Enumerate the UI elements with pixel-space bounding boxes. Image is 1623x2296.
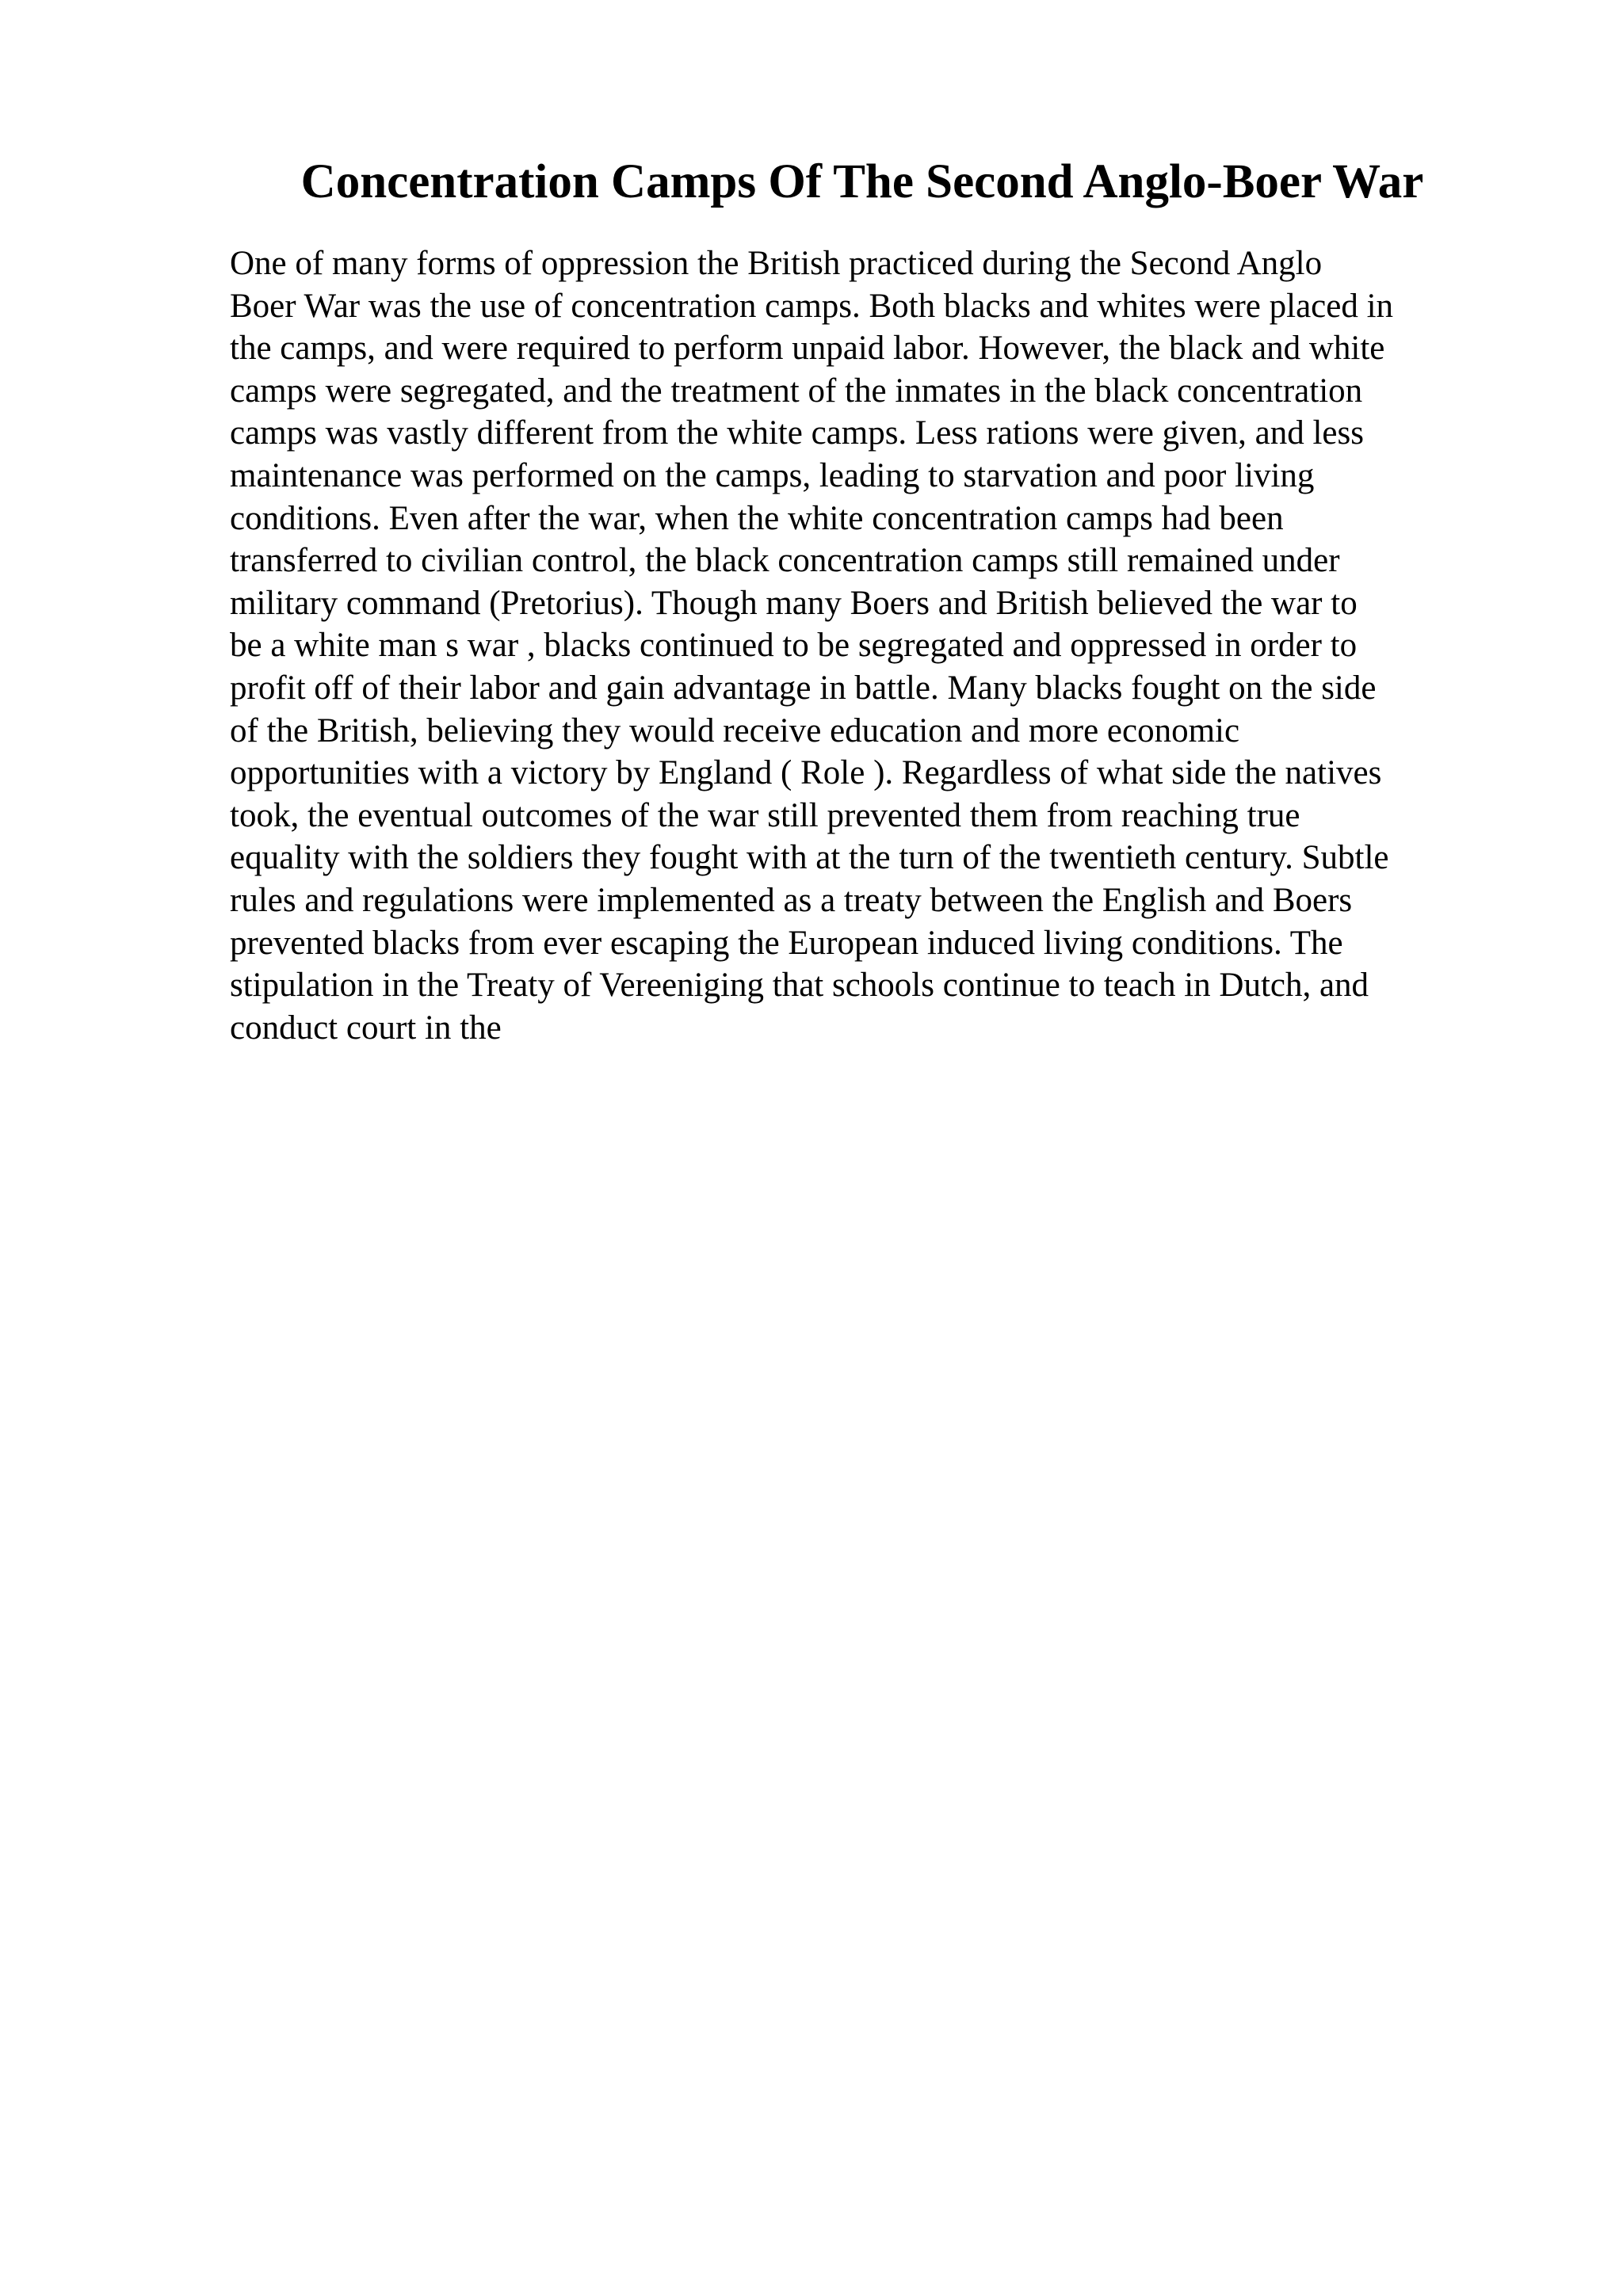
document-title: Concentration Camps Of The Second Anglo-Boer War — [300, 155, 1424, 208]
body-line: of the British, believing they would receive education and more economic — [230, 711, 1240, 749]
body-line: camps were segregated, and the treatment of the inmates in the black concentration — [230, 372, 1363, 410]
body-line: opportunities with a victory by England ( Role ). Regardless of what side the natives — [230, 754, 1382, 792]
body-line: conduct court in the — [230, 1009, 502, 1047]
body-line: took, the eventual outcomes of the war still prevented them from reaching true — [230, 796, 1300, 834]
body-line: transferred to civilian control, the black concentration camps still remained under — [230, 542, 1340, 580]
body-line: equality with the soldiers they fought with at the turn of the twentieth century. Subtle — [230, 839, 1389, 877]
body-line: stipulation in the Treaty of Vereeniging that schools continue to teach in Dutch, and — [230, 967, 1369, 1005]
body-line: Boer War was the use of concentration camps. Both blacks and whites were placed in — [230, 287, 1394, 325]
body-line: maintenance was performed on the camps, leading to starvation and poor living — [230, 456, 1315, 494]
body-line: military command (Pretorius). Though many Boers and British believed the war to — [230, 584, 1358, 622]
body-line: prevented blacks from ever escaping the European induced living conditions. The — [230, 924, 1343, 962]
body-line: One of many forms of oppression the British practiced during the Second Anglo — [230, 245, 1323, 282]
body-line: the camps, and were required to perform unpaid labor. However, the black and white — [230, 330, 1385, 368]
body-line: rules and regulations were implemented as a treaty between the English and Boers — [230, 881, 1353, 919]
body-line: conditions. Even after the war, when the white concentration camps had been — [230, 499, 1284, 537]
body-line: profit off of their labor and gain advantage in battle. Many blacks fought on the side — [230, 669, 1377, 707]
body-line: be a white man s war , blacks continued to be segregated and oppressed in order to — [230, 627, 1358, 665]
body-line: camps was vastly different from the white camps. Less rations were given, and less — [230, 414, 1364, 452]
document-body — [230, 242, 1498, 1049]
